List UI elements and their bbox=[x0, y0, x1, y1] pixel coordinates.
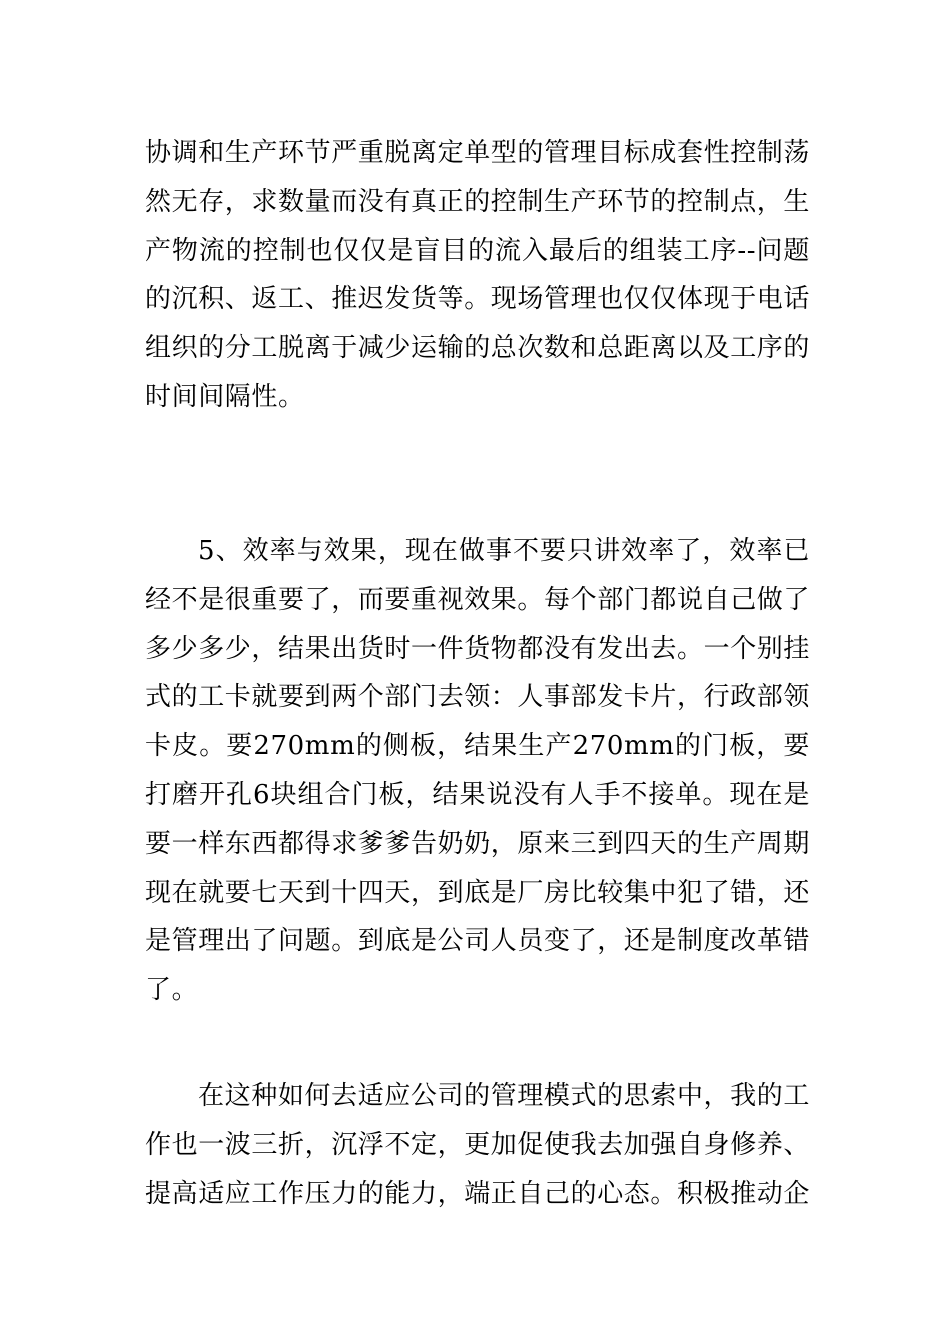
paragraph-production-control: 协调和生产环节严重脱离定单型的管理目标成套性控制荡然无存，求数量而没有真正的控制生产环节的控制点，生产物流的控制也仅仅是盲目的流入最后的组装工序--问题的沉积、返工、推迟发货等。现场管理也仅仅体现于电话组织的分工脱离于减少运输的总次数和总距离以及工序的时间间隔性。 bbox=[145, 138, 811, 412]
paragraph-efficiency-and-effect: 5、效率与效果，现在做事不要只讲效率了，效率已经不是很重要了，而要重视效果。每个部门都说自己做了多少多少，结果出货时一件货物都没有发出去。一个别挂式的工卡就要到两个部门去领：人事部发卡片，行政部领卡皮。要270mm的侧板，结果生产270mm的门板，要打磨开孔6块组合门板，结果说没有人手不接单。现在是要一样东西都得求爹爹告奶奶，原来三到四天的生产周期现在就要七天到十四天，到底是厂房比较集中犯了错，还是管理出了问题。到底是公司人员变了，还是制度改革错了。 bbox=[145, 536, 811, 1006]
paragraph-adapting-management: 在这种如何去适应公司的管理模式的思索中，我的工作也一波三折，沉浮不定，更加促使我去加强自身修养、提高适应工作压力的能力，端正自己的心态。积极推动企 bbox=[145, 1081, 811, 1209]
